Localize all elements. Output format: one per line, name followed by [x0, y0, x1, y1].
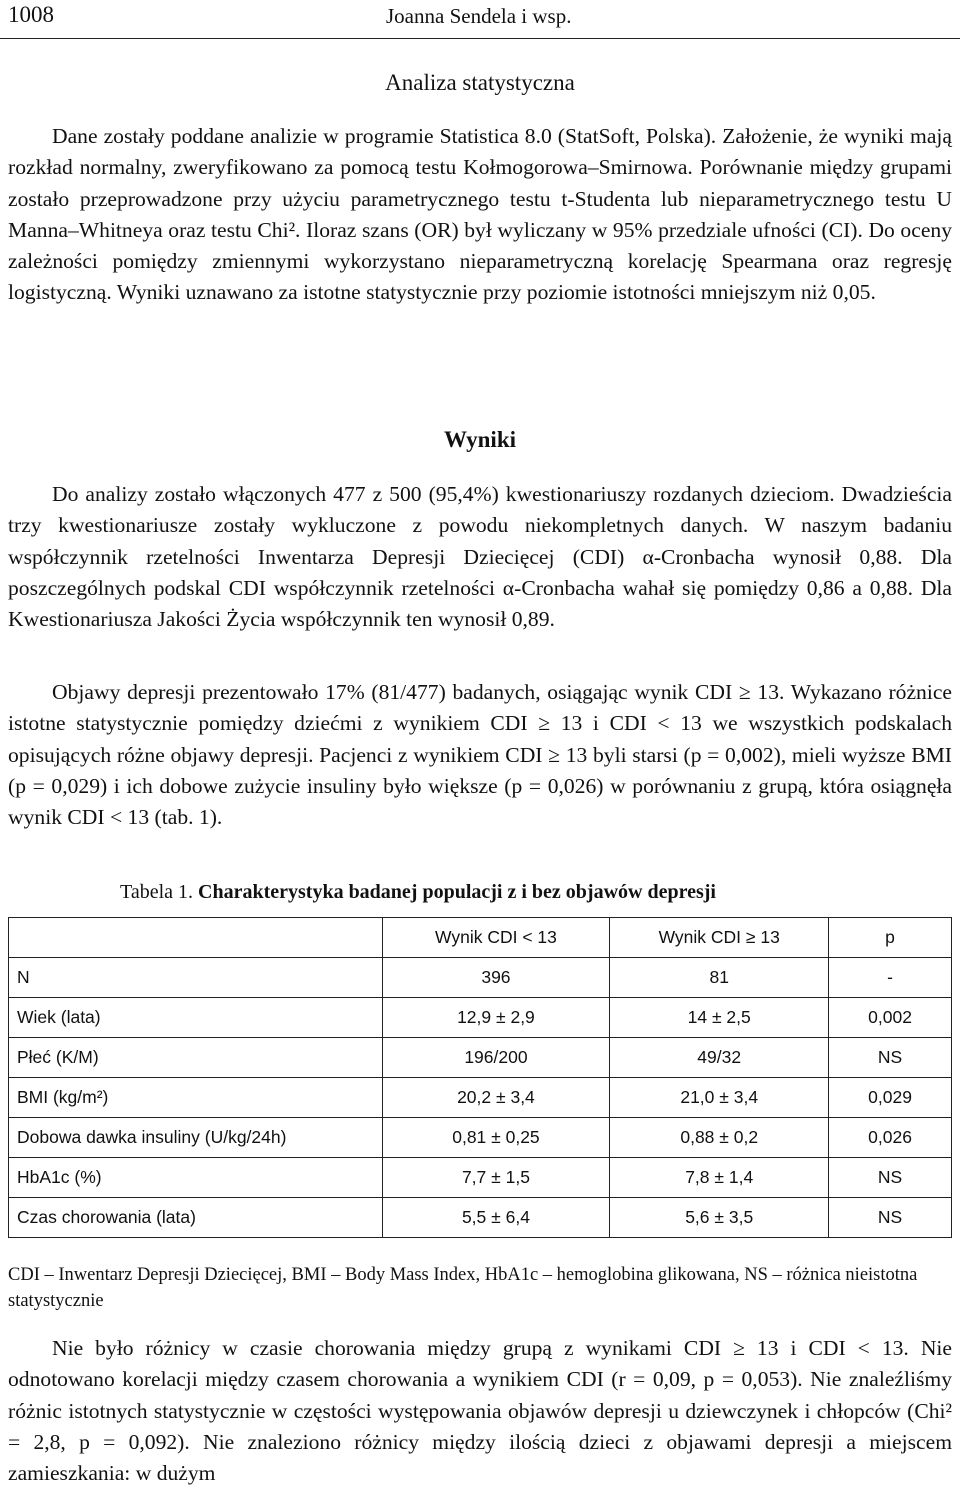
- table-row: [9, 1078, 952, 1118]
- page-header: [8, 2, 952, 32]
- table-cell: NS: [829, 1198, 952, 1238]
- table-caption-title: Charakterystyka badanej populacji z i bez objawów depresji: [198, 881, 716, 903]
- table-row: [9, 958, 952, 998]
- table-cell: 7,7 ± 1,5: [382, 1158, 610, 1198]
- table-cell: 0,88 ± 0,2: [610, 1118, 829, 1158]
- table-row: [9, 998, 952, 1038]
- table-cell: 5,5 ± 6,4: [382, 1198, 610, 1238]
- table-cell: -: [829, 958, 952, 998]
- characteristics-table: [8, 917, 952, 1238]
- row-label: Dobowa dawka insuliny (U/kg/24h): [9, 1118, 383, 1158]
- table-cell: 5,6 ± 3,5: [610, 1198, 829, 1238]
- table-caption: [120, 881, 716, 904]
- row-label: Płeć (K/M): [9, 1038, 383, 1078]
- table-header-cell: Wynik CDI ≥ 13: [610, 918, 829, 958]
- row-label: Wiek (lata): [9, 998, 383, 1038]
- table-header-cell: p: [829, 918, 952, 958]
- row-label: N: [9, 958, 383, 998]
- closing-paragraph: Nie było różnicy w czasie chorowania między grupą z wynikami CDI ≥ 13 i CDI < 13. Nie odnotowano korelacji między czasem chorowania a wynikiem CDI (r = 0,09, p = 0,053). Nie znaleźliśmy różnic istotnych statystycznie w częstości występowania objawów depresji u dziewczynek i chłopców (Chi² = 2,8, p = 0,092). Nie znaleziono różnicy między ilością dzieci z objawami depresji a miejscem zamieszkania: w dużym: [8, 1336, 952, 1486]
- table-cell: 21,0 ± 3,4: [610, 1078, 829, 1118]
- table-cell: 396: [382, 958, 610, 998]
- running-head: Joanna Sendela i wsp.: [386, 4, 572, 28]
- table-cell: NS: [829, 1158, 952, 1198]
- table-caption-prefix: Tabela 1.: [120, 881, 194, 903]
- header-rule: [0, 38, 960, 39]
- row-label: HbA1c (%): [9, 1158, 383, 1198]
- table-cell: 0,81 ± 0,25: [382, 1118, 610, 1158]
- row-label: BMI (kg/m²): [9, 1078, 383, 1118]
- section-heading-statistics: Analiza statystyczna: [385, 70, 575, 95]
- table-cell: 196/200: [382, 1038, 610, 1078]
- table-row: [9, 1118, 952, 1158]
- table-cell: 7,8 ± 1,4: [610, 1158, 829, 1198]
- table-cell: 49/32: [610, 1038, 829, 1078]
- table-cell: 0,002: [829, 998, 952, 1038]
- table-header-cell: [9, 918, 383, 958]
- table-row: [9, 1038, 952, 1078]
- table-cell: 20,2 ± 3,4: [382, 1078, 610, 1118]
- row-label: Czas chorowania (lata): [9, 1198, 383, 1238]
- table-header-row: [9, 918, 952, 958]
- statistics-paragraph: Dane zostały poddane analizie w programie Statistica 8.0 (StatSoft, Polska). Założenie, że wyniki mają rozkład normalny, zweryfikowano za pomocą testu Kołmogorowa–Smirnowa. Porównanie między grupami zostało przeprowadzone przy użyciu parametrycznego testu t-Studenta lub nieparametrycznego testu U Manna–Whitneya oraz testu Chi². Iloraz szans (OR) był wyliczany w 95% przedziale ufności (CI). Do oceny zależności pomiędzy zmiennymi wykorzystano nieparametryczną korelację Spearmana oraz regresję logistyczną. Wyniki uznawano za istotne statystycznie przy poziomie istotności mniejszym niż 0,05.: [8, 124, 952, 305]
- table-row: [9, 1198, 952, 1238]
- table-footnote: CDI – Inwentarz Depresji Dziecięcej, BMI – Body Mass Index, HbA1c – hemoglobina glikowana, NS – różnica nieistotna statystycznie: [8, 1265, 918, 1311]
- table-cell: 81: [610, 958, 829, 998]
- table-row: [9, 1158, 952, 1198]
- results-paragraph-1: Do analizy zostało włączonych 477 z 500 (95,4%) kwestionariuszy rozdanych dzieciom. Dwadzieścia trzy kwestionariusze zostały wykluczone z powodu niekompletnych danych. W naszym badaniu współczynnik rzetelności Inwentarza Depresji Dziecięcej (CDI) α-Cronbacha wynosił 0,88. Dla poszczególnych podskal CDI współczynnik rzetelności α-Cronbacha wahał się pomiędzy 0,86 a 0,88. Dla Kwestionariusza Jakości Życia współczynnik ten wynosił 0,89.: [8, 482, 952, 632]
- page-number: 1008: [8, 2, 54, 27]
- table-cell: 14 ± 2,5: [610, 998, 829, 1038]
- table-header-cell: Wynik CDI < 13: [382, 918, 610, 958]
- results-paragraph-2: Objawy depresji prezentowało 17% (81/477) badanych, osiągając wynik CDI ≥ 13. Wykazano różnice istotne statystycznie pomiędzy dziećmi z wynikiem CDI ≥ 13 i CDI < 13 we wszystkich podskalach opisujących różne objawy depresji. Pacjenci z wynikiem CDI ≥ 13 byli starsi (p = 0,002), mieli wyższe BMI (p = 0,029) i ich dobowe zużycie insuliny było większe (p = 0,026) w porównaniu z grupą, która osiągnęła wynik CDI < 13 (tab. 1).: [8, 680, 952, 830]
- section-heading-results: Wyniki: [443, 427, 516, 452]
- table-cell: 12,9 ± 2,9: [382, 998, 610, 1038]
- table-cell: 0,029: [829, 1078, 952, 1118]
- table-cell: NS: [829, 1038, 952, 1078]
- table-cell: 0,026: [829, 1118, 952, 1158]
